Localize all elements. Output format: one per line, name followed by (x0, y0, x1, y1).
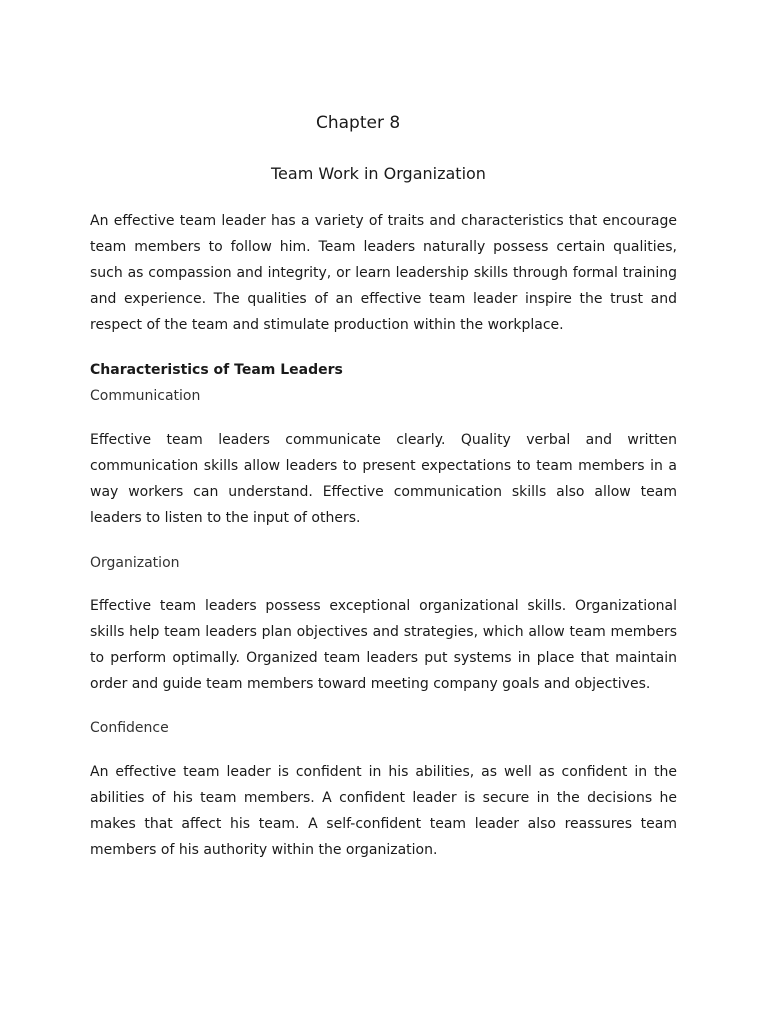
paragraph-communication: Effective team leaders communicate clearly. Quality verbal and written communication skills allow leaders to present expectations to team members in a way workers can understand. Effective communication skills also allow team leaders to listen to the input of others. (90, 432, 677, 526)
paragraph-confidence: An effective team leader is confident in his abilities, as well as confident in the abilities of his team members. A confident leader is secure in the decisions he makes that affect his team. A self-confident team leader also reassures team members of his authority within the organization. (90, 764, 677, 858)
subheading-organization: Organization (90, 555, 180, 571)
paragraph-organization: Effective team leaders possess exceptional organizational skills. Organizational skills help team leaders plan objectives and strategies, which allow team members to perform optimally. Organized team leaders put systems in place that maintain order and guide team members toward meeting company goals and objectives. (90, 598, 677, 692)
subheading-confidence: Confidence (90, 720, 169, 736)
chapter-number: Chapter 8 (316, 113, 401, 133)
intro-paragraph: An effective team leader has a variety of traits and characteristics that encourage team members to follow him. Team leaders naturally possess certain qualities, such as compassion and integrity, or learn leadership skills through formal training and experience. The qualities of an effective team leader inspire the trust and respect of the team and stimulate production within the workplace. (90, 213, 677, 333)
chapter-title: Team Work in Organization (271, 164, 486, 183)
section-heading: Characteristics of Team Leaders (90, 362, 343, 378)
subheading-communication: Communication (90, 388, 201, 404)
